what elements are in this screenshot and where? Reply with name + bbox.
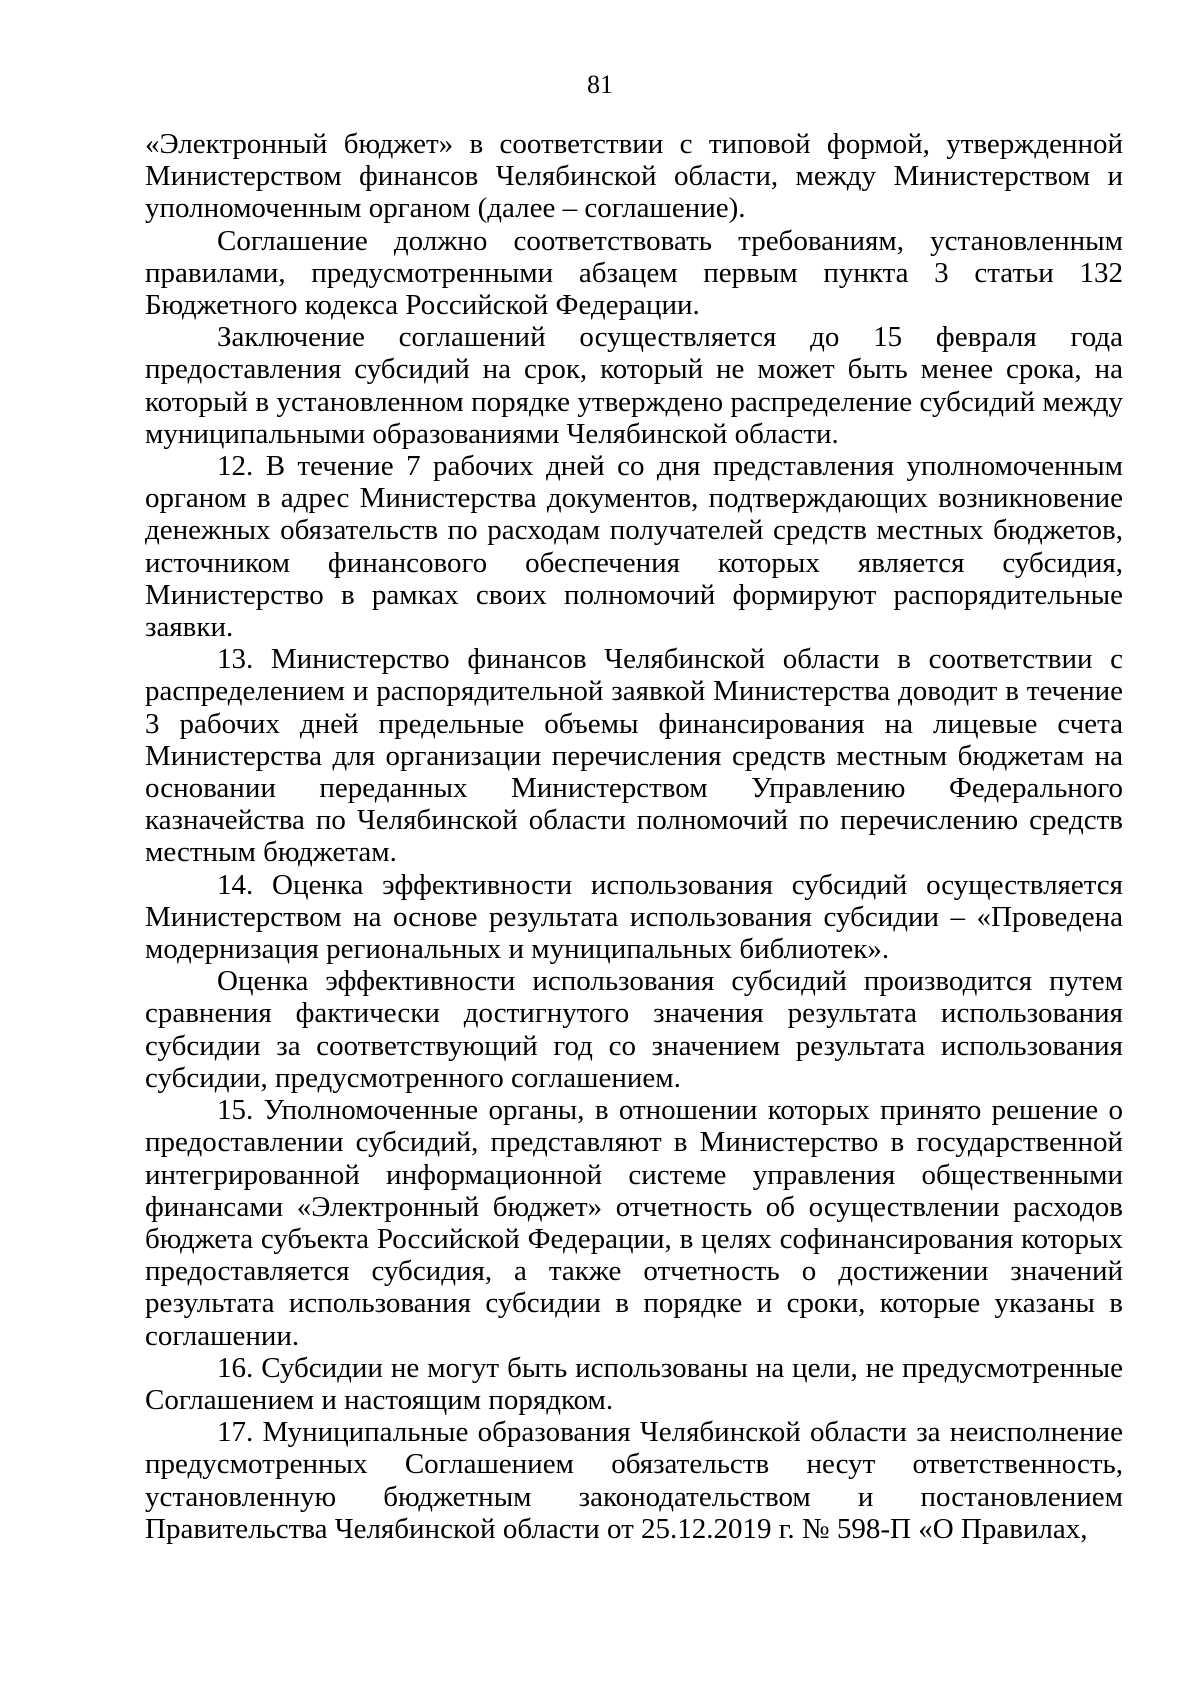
document-body xyxy=(145,128,1123,1545)
paragraph-item-14: 14. Оценка эффективности использования субсидий осуществляется Министерством на основе результата использования субсидии – «Проведена модернизация региональных и муниципальных библиотек». xyxy=(145,868,1123,966)
page-number: 81 xyxy=(587,70,613,99)
paragraph: «Электронный бюджет» в соответствии с типовой формой, утвержденной Министерством финансов Челябинской области, между Министерством и уполномоченным органом (далее – соглашение). xyxy=(145,128,1123,225)
paragraph-item-17: 17. Муниципальные образования Челябинской области за неисполнение предусмотренных Соглашением обязательств несут ответственность, установленную бюджетным законодательством и постановлением Правительства Челябинской области от 25.12.2019 г. № 598-П «О Правилах, xyxy=(145,1416,1123,1545)
paragraph: Соглашение должно соответствовать требованиям, установленным правилами, предусмотренными абзацем первым пункта 3 статьи 132 Бюджетного кодекса Российской Федерации. xyxy=(145,224,1123,322)
paragraph-item-15: 15. Уполномоченные органы, в отношении которых принято решение о предоставлении субсидий, представляют в Министерство в государственной интегрированной информационной системе управления общественными финансами «Электронный бюджет» отчетность об осуществлении расходов бюджета субъекта Российской Федерации, в целях софинансирования которых предоставляется субсидия, а также отчетность о достижении значений результата использования субсидии в порядке и сроки, которые указаны в соглашении. xyxy=(145,1094,1123,1352)
paragraph-item-16: 16. Субсидии не могут быть использованы на цели, не предусмотренные Соглашением и настоящим порядком. xyxy=(145,1351,1123,1416)
paragraph: Заключение соглашений осуществляется до 15 февраля года предоставления субсидий на срок, который не может быть менее срока, на который в установленном порядке утверждено распределение субсидий между муниципальными образованиями Челябинской области. xyxy=(145,321,1123,450)
paragraph: Оценка эффективности использования субсидий производится путем сравнения фактически достигнутого значения результата использования субсидии за соответствующий год со значением результата использования субсидии, предусмотренного соглашением. xyxy=(145,965,1123,1094)
paragraph-item-12: 12. В течение 7 рабочих дней со дня представления уполномоченным органом в адрес Министерства документов, подтверждающих возникновение денежных обязательств по расходам получателей средств местных бюджетов, источником финансового обеспечения которых является субсидия, Министерство в рамках своих полномочий формируют распорядительные заявки. xyxy=(145,450,1123,644)
paragraph-item-13: 13. Министерство финансов Челябинской области в соответствии с распределением и распорядительной заявкой Министерства доводит в течение 3 рабочих дней предельные объемы финансирования на лицевые счета Министерства для организации перечисления средств местным бюджетам на основании переданных Министерством Управлению Федерального казначейства по Челябинской области полномочий по перечислению средств местным бюджетам. xyxy=(145,643,1123,869)
